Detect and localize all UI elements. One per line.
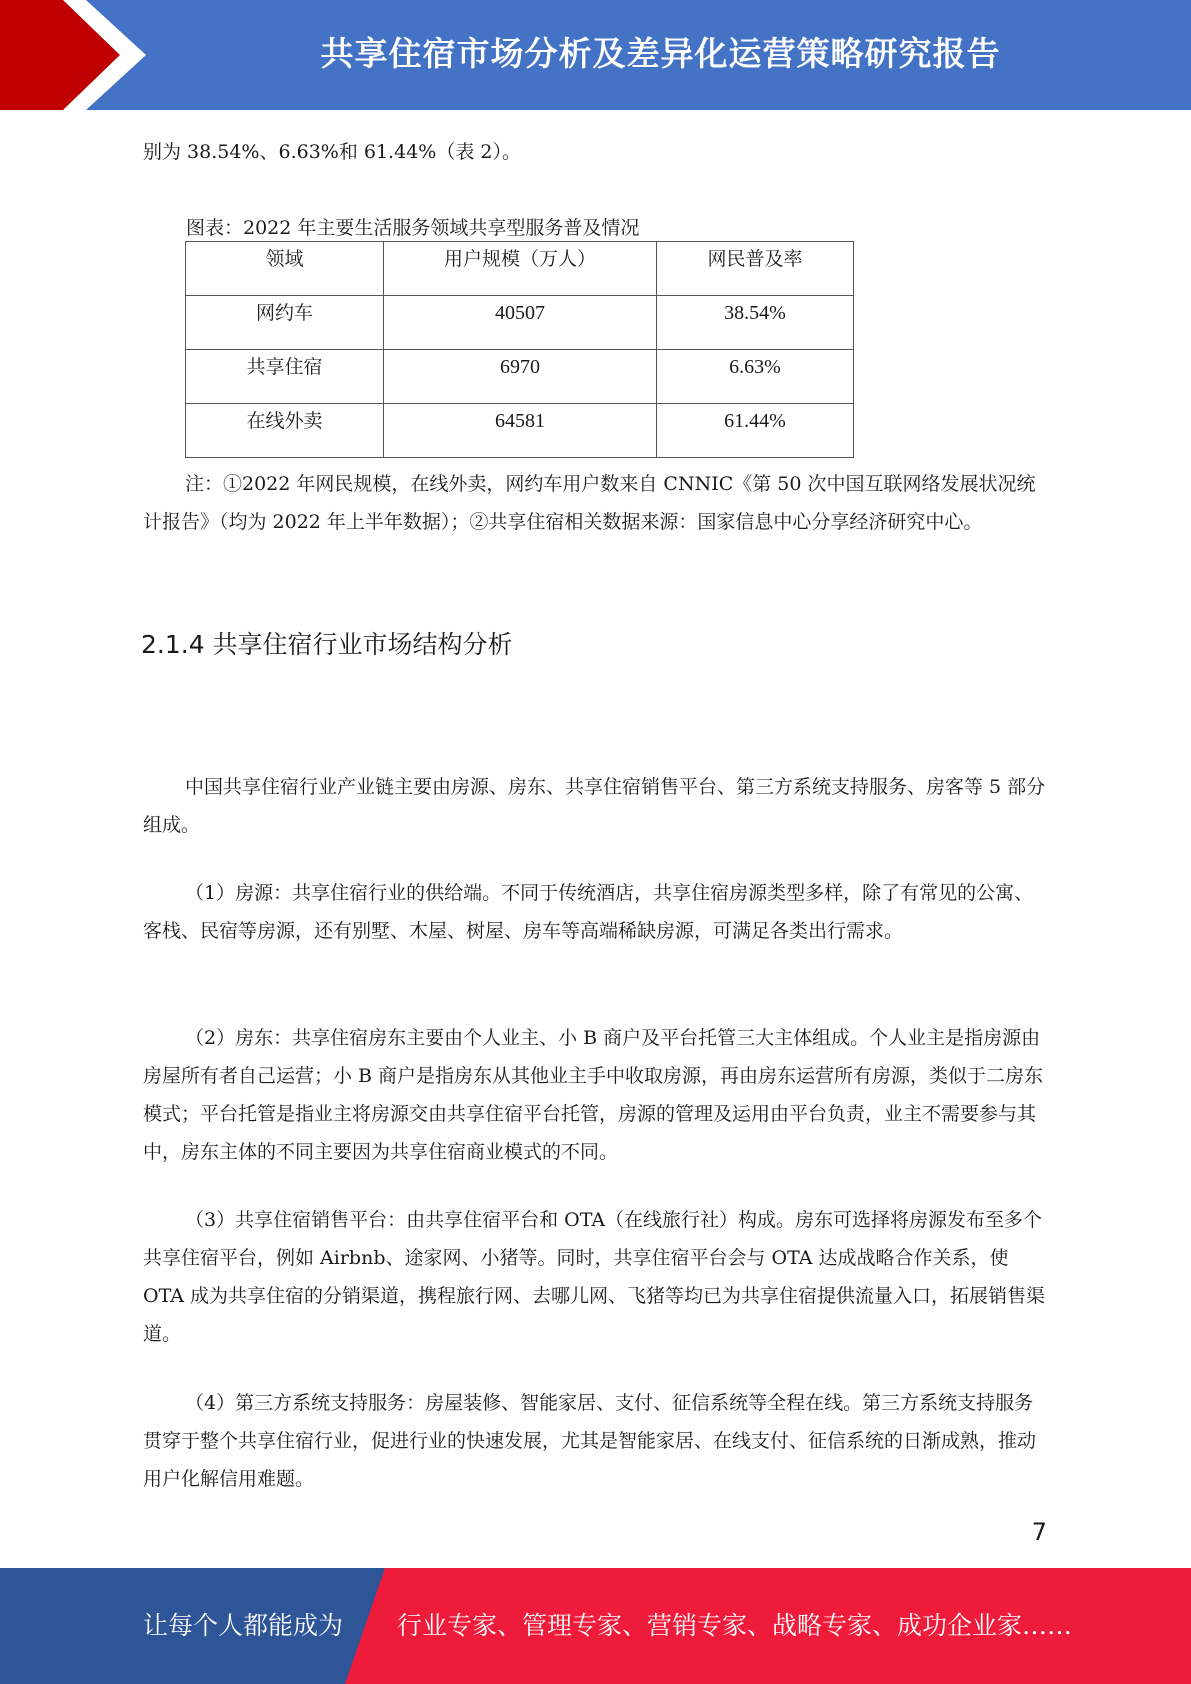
table-cell-users: 6970 (384, 350, 657, 404)
table-row (186, 350, 854, 404)
table-header-cell: 用户规模（万人） (384, 242, 657, 296)
page-number: 7 (1031, 1518, 1047, 1546)
table-cell-users: 40507 (384, 296, 657, 350)
table-cell-rate: 61.44% (657, 404, 854, 458)
paragraph: （3）共享住宿销售平台：由共享住宿平台和 OTA（在线旅行社）构成。房东可选择将房源发布至多个共享住宿平台，例如 Airbnb、途家网、小猪等。同时，共享住宿平台会与 OTA 达成战略合作关系，使 OTA 成为共享住宿的分销渠道，携程旅行网、去哪儿网、飞猪等均已为共享住宿提供流量入口，拓展销售渠道。 (143, 1209, 1045, 1345)
header-chevron-decoration (0, 0, 180, 110)
paragraph-block (143, 1019, 1048, 1171)
paragraph: （2）房东：共享住宿房东主要由个人业主、小 B 商户及平台托管三大主体组成。个人业主是指房源由房屋所有者自己运营；小 B 商户是指房东从其他业主手中收取房源，再由房东运营所有房源，类似于二房东模式；平台托管是指业主将房源交由共享住宿平台托管，房源的管理及运用由平台负责，业主不需要参与其中，房东主体的不同主要因为共享住宿商业模式的不同。 (143, 1027, 1044, 1163)
paragraph-block (143, 1384, 1048, 1498)
table-cell-rate: 6.63% (657, 350, 854, 404)
table-header-cell: 领域 (186, 242, 384, 296)
table-header-row (186, 242, 854, 296)
paragraph-block (143, 768, 1048, 844)
table-note-block (143, 465, 1048, 541)
paragraph-block (143, 874, 1048, 950)
page-header (0, 0, 1191, 110)
table-cell-domain: 网约车 (186, 296, 384, 350)
page-footer (0, 1568, 1191, 1684)
paragraph: （1）房源：共享住宿行业的供给端。不同于传统酒店，共享住宿房源类型多样，除了有常见的公寓、客栈、民宿等房源，还有别墅、木屋、树屋、房车等高端稀缺房源，可满足各类出行需求。 (143, 882, 1034, 942)
paragraph: 中国共享住宿行业产业链主要由房源、房东、共享住宿销售平台、第三方系统支持服务、房客等 5 部分组成。 (143, 776, 1046, 836)
table-row (186, 404, 854, 458)
table-cell-users: 64581 (384, 404, 657, 458)
table-cell-rate: 38.54% (657, 296, 854, 350)
table-caption: 图表：2022 年主要生活服务领域共享型服务普及情况 (186, 217, 640, 239)
intro-text-block (143, 133, 1048, 171)
service-penetration-table (185, 241, 854, 458)
footer-slogan-right: 行业专家、管理专家、营销专家、战略专家、成功企业家…… (397, 1611, 1073, 1640)
table-cell-domain: 在线外卖 (186, 404, 384, 458)
table-header-cell: 网民普及率 (657, 242, 854, 296)
paragraph: （4）第三方系统支持服务：房屋装修、智能家居、支付、征信系统等全程在线。第三方系统支持服务贯穿于整个共享住宿行业，促进行业的快速发展，尤其是智能家居、在线支付、征信系统的日渐成熟，推动用户化解信用难题。 (143, 1392, 1037, 1490)
report-title: 共享住宿市场分析及差异化运营策略研究报告 (320, 34, 1001, 73)
paragraph-block (143, 1201, 1048, 1353)
intro-line: 别为 38.54%、6.63%和 61.44%（表 2）。 (143, 141, 521, 163)
table-cell-domain: 共享住宿 (186, 350, 384, 404)
table-row (186, 296, 854, 350)
table-note: 注：①2022 年网民规模，在线外卖，网约车用户数来自 CNNIC《第 50 次中国互联网络发展状况统计报告》（均为 2022 年上半年数据）；②共享住宿相关数据来源：国家信息中心分享经济研究中心。 (143, 473, 1036, 533)
section-heading: 2.1.4 共享住宿行业市场结构分析 (141, 630, 513, 659)
footer-slogan-left: 让每个人都能成为 (143, 1611, 344, 1640)
